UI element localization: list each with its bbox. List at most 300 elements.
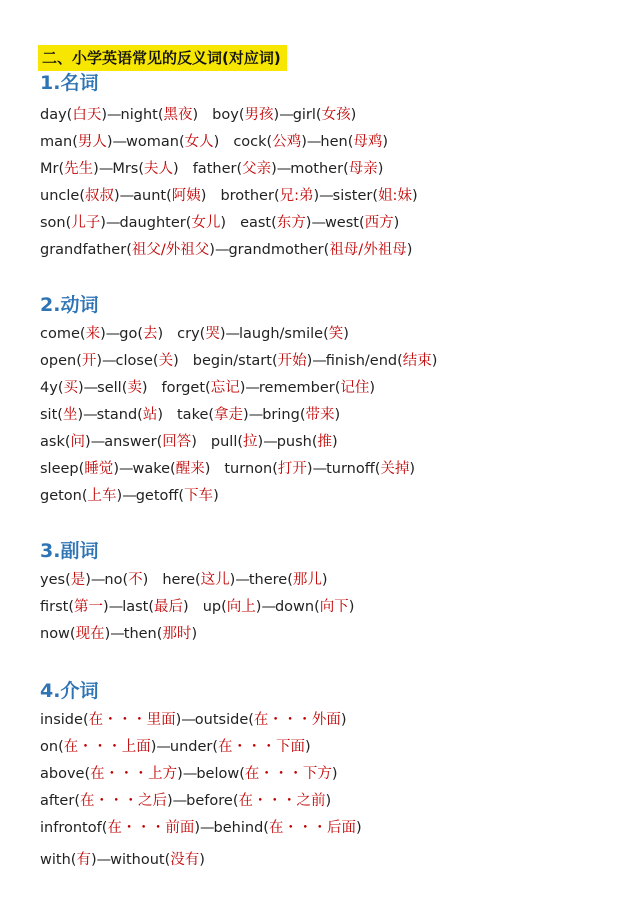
word-a: now	[40, 626, 70, 642]
word-a-translation: 叔叔	[84, 188, 114, 204]
antonym-row	[40, 130, 388, 154]
word-a: pull	[210, 434, 238, 450]
paren-close: )	[183, 599, 189, 615]
antonym-pair	[162, 380, 376, 396]
section-heading: 1.名词	[40, 72, 99, 94]
antonym-row	[40, 568, 328, 592]
dash-separator: —	[107, 107, 121, 123]
word-a-translation: 在・・・里面	[88, 712, 176, 728]
word-a-translation: 父亲	[242, 161, 272, 177]
paren-close: )	[77, 380, 84, 396]
word-b-translation: 推	[317, 434, 333, 450]
dash-separator: —	[110, 626, 124, 642]
antonym-pair	[40, 161, 179, 177]
antonym-pair	[40, 626, 197, 642]
word-b-translation: 祖母/外祖母	[329, 242, 407, 258]
word-b: hen	[320, 134, 348, 150]
paren-close: )	[192, 107, 199, 123]
paren-close: )	[200, 188, 207, 204]
paren-open: (	[152, 353, 159, 369]
word-b-translation: 卖	[127, 380, 142, 396]
paren-close: )	[166, 793, 173, 809]
word-b: night	[120, 107, 158, 123]
word-b: aunt	[133, 188, 167, 204]
word-a: on	[40, 739, 59, 755]
dash-separator: —	[200, 820, 214, 836]
word-a: turnon	[224, 461, 273, 477]
paren-close: )	[273, 107, 280, 123]
word-a-translation: 哭	[205, 326, 220, 342]
paren-close: )	[199, 852, 205, 868]
antonym-pair	[40, 712, 347, 728]
antonym-pair	[40, 599, 189, 615]
word-b: behind	[213, 820, 264, 836]
word-a: east	[240, 215, 272, 231]
paren-close: )	[150, 739, 157, 755]
word-b-translation: 那时	[162, 626, 192, 642]
word-b: sister	[332, 188, 373, 204]
word-a: day	[40, 107, 67, 123]
paren-open: (	[287, 572, 293, 588]
word-b: close	[115, 353, 153, 369]
paren-open: (	[74, 793, 80, 809]
paren-open: (	[248, 712, 254, 728]
word-a: son	[40, 215, 66, 231]
word-a-translation: 东方	[276, 215, 306, 231]
word-a-translation: 男人	[77, 134, 107, 150]
word-a-translation: 这儿	[200, 572, 230, 588]
word-a-translation: 有	[76, 852, 91, 868]
paren-close: )	[175, 712, 182, 728]
word-b: sell	[97, 380, 122, 396]
word-a: brother	[220, 188, 274, 204]
paren-close: )	[306, 353, 313, 369]
word-a-translation: 是	[70, 572, 86, 588]
paren-close: )	[141, 380, 148, 396]
paren-open: (	[343, 161, 349, 177]
antonym-row	[40, 484, 219, 508]
paren-close: )	[116, 488, 123, 504]
paren-open: (	[122, 572, 129, 588]
paren-open: (	[236, 161, 243, 177]
paren-close: )	[191, 626, 198, 642]
paren-open: (	[84, 766, 91, 782]
paren-open: (	[299, 407, 306, 423]
antonym-row	[40, 622, 197, 646]
word-b: mother	[290, 161, 344, 177]
section-heading: 2.动词	[40, 294, 99, 316]
word-b: woman	[126, 134, 179, 150]
word-b-translation: 黑夜	[163, 107, 193, 123]
antonym-pair	[40, 820, 362, 836]
paren-open: (	[137, 326, 143, 342]
word-b: before	[186, 793, 233, 809]
paren-close: )	[348, 599, 355, 615]
paren-open: (	[81, 488, 88, 504]
paren-open: (	[323, 326, 329, 342]
paren-close: )	[96, 353, 103, 369]
dash-separator: —	[172, 793, 187, 809]
dash-separator: —	[108, 599, 123, 615]
antonym-row	[40, 430, 338, 454]
word-b-translation: 在・・・下方	[244, 766, 332, 782]
word-b: girl	[292, 107, 316, 123]
dash-separator: —	[122, 488, 136, 504]
paren-close: )	[104, 626, 111, 642]
word-b-translation: 记住	[340, 380, 370, 396]
word-b: turnoff	[326, 461, 375, 477]
paren-open: (	[347, 134, 354, 150]
word-a: inside	[40, 712, 83, 728]
antonym-row	[40, 157, 383, 181]
paren-open: (	[57, 407, 63, 423]
word-b: no	[104, 572, 123, 588]
antonym-row	[40, 457, 415, 481]
paren-open: (	[66, 107, 73, 123]
dash-separator: —	[248, 407, 263, 423]
dash-separator: —	[90, 572, 105, 588]
word-b-translation: 醒来	[175, 461, 205, 477]
word-a: cock	[233, 134, 267, 150]
dash-separator: —	[214, 242, 229, 258]
paren-open: (	[58, 739, 64, 755]
word-a: up	[202, 599, 222, 615]
word-b: Mrs	[112, 161, 139, 177]
antonym-pair	[177, 326, 349, 342]
paren-close: )	[106, 134, 113, 150]
word-b: wake	[132, 461, 171, 477]
paren-close: )	[243, 407, 249, 423]
paren-close: )	[177, 766, 183, 782]
word-a: grandfather	[40, 242, 127, 258]
paren-open: (	[58, 161, 65, 177]
paren-open: (	[157, 107, 164, 123]
word-b-translation: 在・・・后面	[268, 820, 356, 836]
dash-separator: —	[312, 353, 326, 369]
paren-close: )	[255, 599, 262, 615]
word-a-translation: 打开	[277, 461, 307, 477]
paren-close: )	[100, 215, 106, 231]
word-b-translation: 带来	[305, 407, 335, 423]
paren-close: )	[321, 572, 328, 588]
paren-open: (	[148, 599, 155, 615]
antonym-row	[40, 238, 412, 262]
word-b-translation: 女人	[184, 134, 214, 150]
paren-open: (	[65, 572, 71, 588]
antonym-row	[40, 184, 418, 208]
antonym-pair	[212, 107, 356, 123]
paren-close: )	[301, 134, 307, 150]
word-b-translation: 母鸡	[353, 134, 383, 150]
paren-close: )	[331, 766, 338, 782]
word-a: geton	[40, 488, 82, 504]
paren-close: )	[103, 599, 109, 615]
antonym-pair	[40, 793, 331, 809]
word-b-translation: 最后	[154, 599, 184, 615]
dash-separator: —	[156, 739, 170, 755]
paren-open: (	[178, 488, 185, 504]
word-b: west	[324, 215, 359, 231]
paren-close: )	[213, 488, 219, 504]
paren-close: )	[85, 434, 91, 450]
paren-close: )	[406, 242, 413, 258]
dash-separator: —	[83, 380, 98, 396]
word-a-translation: 在・・・之后	[79, 793, 167, 809]
word-a: Mr	[40, 161, 59, 177]
paren-open: (	[239, 766, 245, 782]
dash-separator: —	[102, 353, 116, 369]
antonym-pair	[220, 188, 417, 204]
paren-open: (	[315, 107, 322, 123]
paren-open: (	[178, 134, 185, 150]
paren-open: (	[138, 161, 145, 177]
paren-open: (	[323, 242, 330, 258]
paren-open: (	[164, 852, 171, 868]
antonym-pair	[40, 488, 219, 504]
paren-close: )	[431, 353, 438, 369]
word-b: below	[196, 766, 240, 782]
word-b: without	[110, 852, 165, 868]
paren-close: )	[239, 380, 246, 396]
paren-open: (	[170, 461, 176, 477]
antonym-row	[40, 816, 362, 840]
paren-close: )	[382, 134, 389, 150]
word-b-translation: 回答	[162, 434, 192, 450]
word-b: finish/end	[325, 353, 398, 369]
paren-open: (	[271, 215, 277, 231]
paren-open: (	[64, 434, 71, 450]
antonym-pair	[162, 572, 327, 588]
word-a-translation: 在・・・前面	[107, 820, 195, 836]
paren-close: )	[340, 712, 347, 728]
paren-open: (	[314, 599, 320, 615]
dash-separator: —	[279, 107, 293, 123]
dash-separator: —	[306, 134, 321, 150]
word-a: first	[40, 599, 69, 615]
antonym-row	[40, 735, 311, 759]
antonym-pair	[193, 161, 384, 177]
antonym-pair	[211, 434, 338, 450]
word-b-translation: 女儿	[191, 215, 221, 231]
word-b-translation: 没有	[170, 852, 200, 868]
word-a: take	[177, 407, 209, 423]
word-b-translation: 在・・・外面	[253, 712, 341, 728]
word-a: 4y	[40, 380, 58, 396]
word-b: go	[119, 326, 138, 342]
paren-close: )	[204, 461, 211, 477]
paren-open: (	[185, 215, 192, 231]
paren-open: (	[57, 380, 64, 396]
section-heading: 4.介词	[40, 680, 99, 702]
word-b-translation: 在・・・下面	[218, 739, 306, 755]
antonym-pair	[40, 326, 163, 342]
paren-open: (	[311, 434, 318, 450]
dash-separator: —	[311, 215, 325, 231]
paren-close: )	[93, 161, 99, 177]
dash-separator: —	[276, 161, 291, 177]
antonym-pair	[40, 434, 197, 450]
paren-open: (	[397, 353, 403, 369]
word-a-translation: 上车	[87, 488, 117, 504]
word-b: bring	[262, 407, 300, 423]
paren-close: )	[305, 215, 312, 231]
paren-open: (	[221, 599, 227, 615]
word-a: above	[40, 766, 85, 782]
paren-open: (	[76, 353, 82, 369]
paren-open: (	[126, 242, 132, 258]
paren-open: (	[266, 134, 273, 150]
antonym-row	[40, 595, 354, 619]
word-b: push	[276, 434, 312, 450]
paren-open: (	[205, 380, 211, 396]
word-b-translation: 母亲	[348, 161, 378, 177]
word-a-translation: 来	[85, 326, 101, 342]
word-a: cry	[177, 326, 200, 342]
word-b-translation: 不	[128, 572, 143, 588]
paren-open: (	[374, 461, 381, 477]
word-a: with	[40, 852, 71, 868]
word-a: open	[40, 353, 77, 369]
word-a: sit	[40, 407, 58, 423]
word-a: come	[40, 326, 80, 342]
antonym-pair	[193, 353, 438, 369]
word-a-translation: 开始	[277, 353, 307, 369]
word-b: last	[122, 599, 149, 615]
word-a-translation: 兄:弟	[279, 188, 314, 204]
paren-close: )	[101, 107, 108, 123]
word-b-translation: 向下	[319, 599, 349, 615]
word-a-translation: 公鸡	[272, 134, 302, 150]
paren-close: )	[209, 242, 215, 258]
word-a-translation: 祖父/外祖父	[131, 242, 210, 258]
dash-separator: —	[261, 599, 275, 615]
word-b: remember	[258, 380, 335, 396]
antonym-pair	[40, 380, 148, 396]
paren-open: (	[79, 188, 85, 204]
section-heading: 3.副词	[40, 540, 99, 562]
paren-open: (	[79, 326, 86, 342]
antonym-pair	[40, 215, 226, 231]
paren-close: )	[409, 461, 416, 477]
paren-close: )	[157, 326, 164, 342]
word-b: then	[123, 626, 157, 642]
word-b-translation: 西方	[364, 215, 394, 231]
dash-separator: —	[235, 572, 249, 588]
word-a: yes	[40, 572, 66, 588]
word-b-translation: 笑	[328, 326, 344, 342]
word-a-translation: 拉	[243, 434, 258, 450]
paren-open: (	[72, 134, 78, 150]
word-b: stand	[96, 407, 138, 423]
antonym-row	[40, 762, 338, 786]
dash-separator: —	[98, 161, 113, 177]
paren-open: (	[334, 380, 341, 396]
paren-close: )	[229, 572, 236, 588]
antonym-row	[40, 103, 356, 127]
paren-close: )	[220, 215, 227, 231]
dash-separator: —	[245, 380, 259, 396]
word-a: after	[40, 793, 75, 809]
word-a: father	[192, 161, 237, 177]
word-b-translation: 阿姨	[171, 188, 201, 204]
word-b: outside	[194, 712, 249, 728]
dash-separator: —	[112, 134, 127, 150]
paren-close: )	[219, 326, 226, 342]
word-b-translation: 站	[142, 407, 158, 423]
paren-open: (	[271, 353, 278, 369]
paren-open: (	[156, 434, 163, 450]
paren-close: )	[393, 215, 400, 231]
antonym-row	[40, 376, 375, 400]
word-b-translation: 关	[158, 353, 174, 369]
word-b-translation: 夫人	[144, 161, 174, 177]
paren-close: )	[173, 161, 179, 177]
paren-close: )	[77, 407, 84, 423]
paren-open: (	[166, 188, 172, 204]
paren-close: )	[157, 407, 163, 423]
word-a: man	[40, 134, 73, 150]
paren-close: )	[90, 852, 97, 868]
word-a: here	[162, 572, 195, 588]
word-b-translation: 那儿	[292, 572, 322, 588]
word-b-translation: 结束	[402, 353, 432, 369]
paren-open: (	[156, 626, 163, 642]
dash-separator: —	[90, 434, 105, 450]
paren-close: )	[173, 353, 179, 369]
dash-separator: —	[312, 461, 327, 477]
word-a-translation: 第一	[74, 599, 104, 615]
word-b: down	[274, 599, 315, 615]
paren-close: )	[377, 161, 384, 177]
paren-close: )	[100, 326, 106, 342]
paren-open: (	[208, 407, 215, 423]
word-a: begin/start	[192, 353, 272, 369]
word-b: getoff	[135, 488, 179, 504]
paren-close: )	[343, 326, 349, 342]
paren-open: (	[237, 434, 244, 450]
antonym-pair	[177, 407, 340, 423]
paren-open: (	[272, 461, 278, 477]
paren-open: (	[263, 820, 269, 836]
dash-separator: —	[118, 461, 133, 477]
paren-open: (	[212, 739, 219, 755]
antonym-pair	[40, 739, 311, 755]
paren-open: (	[372, 188, 379, 204]
antonym-row	[40, 848, 205, 872]
antonym-pair	[224, 461, 415, 477]
paren-open: (	[65, 215, 72, 231]
antonym-pair	[203, 599, 355, 615]
word-a-translation: 拿走	[214, 407, 244, 423]
word-a-translation: 白天	[72, 107, 102, 123]
antonym-row	[40, 708, 347, 732]
paren-close: )	[325, 793, 332, 809]
word-b: under	[169, 739, 213, 755]
antonym-row	[40, 322, 349, 346]
dash-separator: —	[83, 407, 97, 423]
word-b-translation: 去	[142, 326, 158, 342]
paren-open: (	[358, 215, 365, 231]
antonym-pair	[240, 215, 399, 231]
paren-close: )	[313, 188, 320, 204]
word-a: forget	[161, 380, 206, 396]
paren-open: (	[101, 820, 108, 836]
word-a: ask	[40, 434, 65, 450]
word-b: answer	[104, 434, 157, 450]
antonym-pair	[40, 461, 210, 477]
paren-close: )	[142, 572, 149, 588]
word-b-translation: 下车	[184, 488, 214, 504]
